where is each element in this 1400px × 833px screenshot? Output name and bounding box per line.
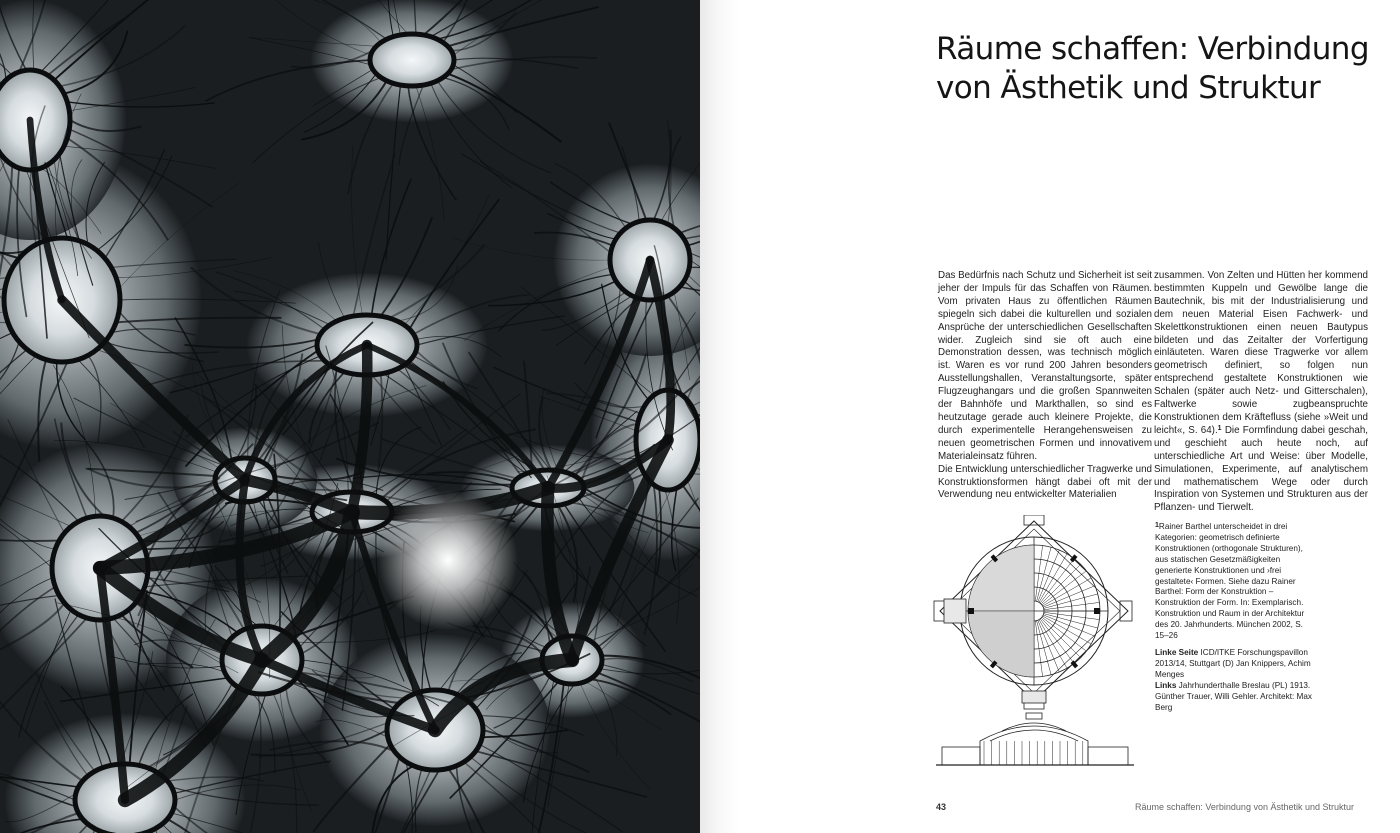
- body-paragraph-3: [1154, 270, 1368, 515]
- floor-plan-drawing: [932, 515, 1137, 775]
- body-column-2: [1154, 270, 1368, 515]
- body-text-part-2: Die Formfindung dabei geschah, und geschieht auch heute noch, auf unterschiedliche Art und Weise: über Modelle, Simulationen, Experimente, auf analytischem und mathematischem Wege oder durch Inspiration von Systemen und Strukturen aus der Pflanzen- und Tierwelt.: [1154, 424, 1368, 514]
- caption-links-text: Jahrhunderthalle Breslau (PL) 1913. Günther Trauer, Willi Gehler. Architekt: Max Berg: [1155, 680, 1312, 712]
- title-line-1: Räume schaffen: Verbindung: [936, 31, 1369, 67]
- captions: [1155, 522, 1315, 719]
- footnote-number: 1: [1155, 522, 1159, 529]
- caption-links-label: Links: [1155, 680, 1177, 690]
- page-number: 43: [936, 802, 947, 812]
- caption-left-page: [1155, 648, 1315, 713]
- title-line-2: von Ästhetik und Struktur: [936, 70, 1321, 106]
- body-paragraph-2: Die Entwicklung unterschiedlicher Tragwerke und Konstruktionsformen hängt dabei oft mit der Verwendung neu entwickelter Materialien: [938, 463, 1153, 501]
- body-paragraph-1: Das Bedürfnis nach Schutz und Sicherheit ist seit jeher der Impuls für das Schaffen von Räumen. Vom privaten Haus zu öffentlichen Räumen spiegeln sich dabei die kulturellen und sozialen Ansprüche der unterschiedlichen Gesellschaften wider. Zugleich sind sie oft auch eine Demonstration dessen, was technisch möglich ist. Waren es vor rund 200 Jahren besonders Ausstellungshallen, Veranstaltungsorte, später Flugzeughangars und die großen Spannweiten der Bahnhöfe und Markthallen, so sind es heutzutage gerade auch kleinere Projekte, die durch experimentelle Herangehensweisen zu neuen geometrischen Formen und innovativem Materialeinsatz führen.: [938, 270, 1153, 462]
- text-page: [700, 0, 1400, 833]
- footnote-text: Rainer Barthel unterscheidet in drei Kategorien: geometrisch definierte Konstruktionen (orthogonale Strukturen), aus statischen Gesetzmäßigkeiten generierte Konstruktionen und ›frei gestaltete‹ Formen. Siehe dazu Rainer Barthel: Form der Konstruktion – Konstruktion der Form. In: Exemplarisch. Konstruktion und Raum in der Architektur des 20. Jahrhunderts. München 2002, S. 15–26: [1155, 522, 1305, 641]
- section-drawing: [936, 713, 1134, 765]
- caption-left-text: ICD/ITKE Forschungspavillon 2013/14, Stuttgart (D) Jan Knippers, Achim Menges: [1155, 647, 1311, 679]
- running-title: Räume schaffen: Verbindung von Ästhetik und Struktur: [1135, 802, 1354, 812]
- page-title: [936, 30, 1376, 108]
- floor-plan-svg: [932, 515, 1137, 775]
- footnote: [1155, 522, 1315, 642]
- footnote-reference[interactable]: 1: [1217, 424, 1222, 432]
- body-column-1: [938, 270, 1152, 502]
- caption-left-label: Linke Seite: [1155, 647, 1199, 657]
- body-text-part-1: zusammen. Von Zelten und Hütten her kommend bestimmten Kuppeln und Gewölbe lange die Bautechnik, bis mit der Industrialisierung und dem neuen Material Eisen Fachwerk- und Skelettkonstruktionen einen neuen Bautypus bildeten und das Zeitalter der Vorfertigung einläuteten. Waren diese Tragwerke vor allem geometrisch definiert, so folgen nun entsprechend gestaltete Konstruktionen wie Schalen (später auch Netz- und Gitterschalen), Faltwerke sowie zugbeanspruchte Konstruktionen dem Kräftefluss (siehe »Weit und leicht«, S. 64).: [1154, 270, 1368, 436]
